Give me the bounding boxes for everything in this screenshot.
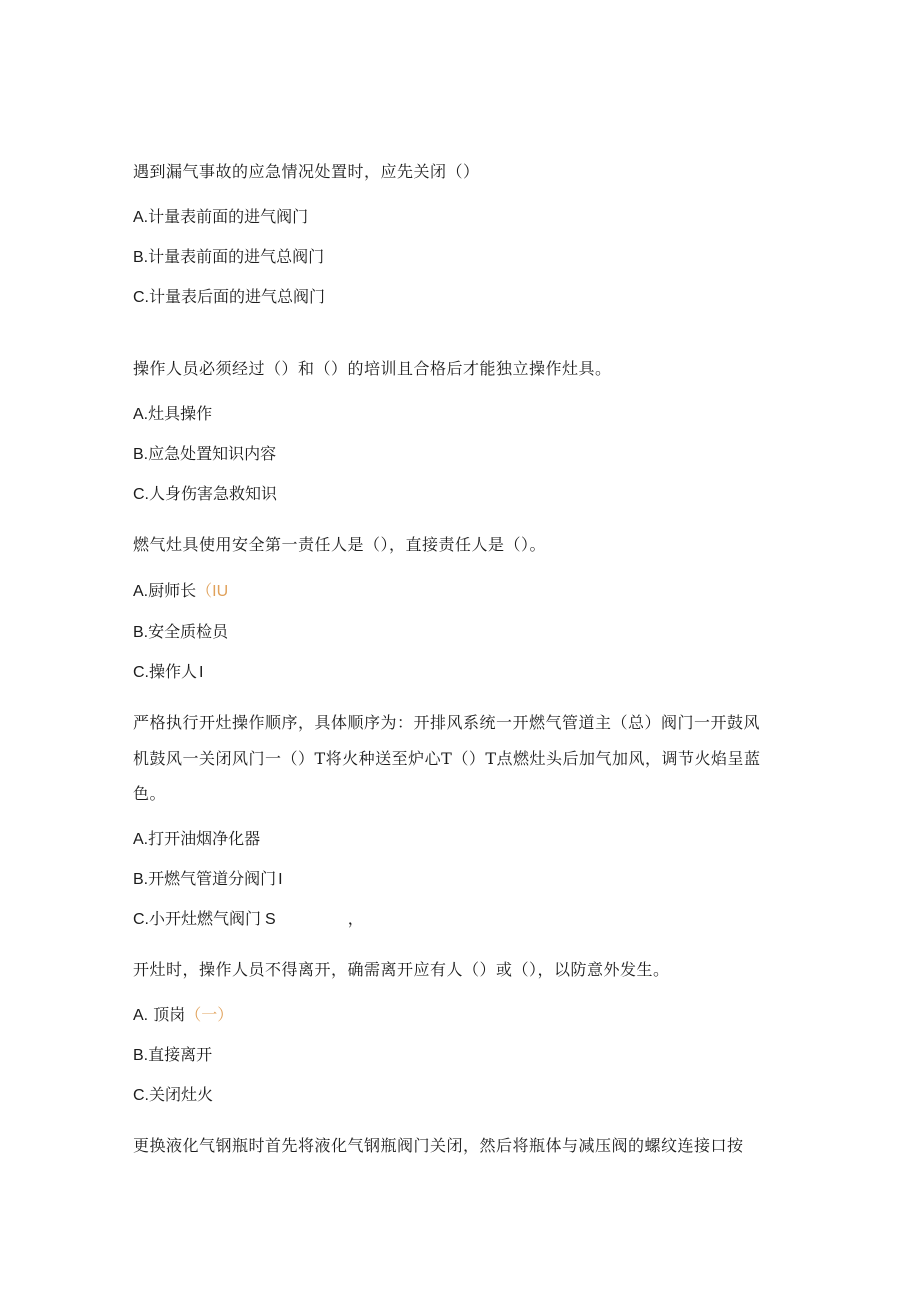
option-text: 计量表前面的进气阀门: [148, 207, 309, 226]
option-letter: B.: [133, 624, 149, 641]
question-5-option-a: [133, 1005, 233, 1026]
question-6-stem: 更换液化气钢瓶时首先将液化气钢瓶阀门关闭，然后将瓶体与减压阀的螺纹连接口按: [133, 1136, 744, 1155]
option-letter: A.: [133, 583, 149, 600]
question-4-stem-line-1: 严格执行开灶操作顺序，具体顺序为：开排风系统一开燃气管道主（总）阀门一开鼓风: [133, 713, 761, 732]
question-4-option-a: [133, 829, 260, 850]
option-letter: B.: [133, 871, 149, 888]
option-letter: C.: [133, 911, 149, 928]
question-3-stem: 燃气灶具使用安全第一责任人是（），直接责任人是（）。: [133, 535, 547, 554]
question-2-option-b: [133, 444, 276, 465]
stray-mark: I: [199, 664, 204, 681]
option-text: 关闭灶火: [149, 1085, 214, 1104]
option-letter: A.: [133, 831, 149, 848]
option-text: 应急处置知识内容: [148, 444, 277, 463]
question-3-option-a: [133, 581, 228, 602]
stray-comma: ，: [347, 909, 364, 928]
handwritten-mark: （一）: [185, 1005, 234, 1024]
option-text: 直接离开: [148, 1045, 213, 1064]
question-4-stem-line-2: 机鼓风一关闭风门一（）T将火种送至炉心T（）T点燃灶头后加气加风，调节火焰呈蓝: [133, 749, 761, 768]
option-text: 灶具操作: [148, 404, 213, 423]
option-text: 计量表后面的进气总阀门: [149, 287, 326, 306]
question-3-option-c: [133, 662, 203, 683]
option-text: 厨师长: [148, 581, 197, 600]
question-4-option-c: [133, 909, 364, 930]
option-letter: C.: [133, 289, 149, 306]
option-text: 开燃气管道分阀门: [148, 869, 277, 888]
option-letter: C.: [133, 486, 149, 503]
question-1-option-c: [133, 287, 325, 308]
question-2-stem: 操作人员必须经过（）和（）的培训且合格后才能独立操作灶具。: [133, 359, 612, 378]
option-text: 操作人: [149, 662, 198, 681]
question-5-stem: 开灶时，操作人员不得离开，确需离开应有人（）或（），以防意外发生。: [133, 960, 670, 979]
option-text: 小开灶燃气阀门: [149, 909, 262, 928]
question-1-option-b: [133, 247, 324, 268]
handwritten-mark: （IU: [196, 583, 229, 600]
option-letter: A.: [133, 1007, 149, 1024]
option-text: 顶岗: [148, 1005, 186, 1024]
question-5-option-b: [133, 1045, 212, 1066]
option-letter: C.: [133, 1087, 149, 1104]
option-text: 人身伤害急救知识: [149, 484, 278, 503]
option-letter: A.: [133, 209, 149, 226]
option-letter: B.: [133, 1047, 149, 1064]
question-2-option-a: [133, 404, 212, 425]
option-letter: B.: [133, 446, 149, 463]
question-3-option-b: [133, 622, 228, 643]
stray-mark: I: [278, 871, 283, 888]
option-text: 安全质检员: [148, 622, 229, 641]
question-1-option-a: [133, 207, 308, 228]
question-4-option-b: [133, 869, 283, 890]
question-4-stem-line-3: 色。: [133, 784, 167, 803]
question-2-option-c: [133, 484, 277, 505]
stray-mark: S: [265, 911, 276, 928]
question-1-stem: 遇到漏气事故的应急情况处置时，应先关闭（）: [133, 162, 480, 181]
option-letter: A.: [133, 406, 149, 423]
option-text: 打开油烟净化器: [148, 829, 261, 848]
option-letter: B.: [133, 249, 149, 266]
option-letter: C.: [133, 664, 149, 681]
question-5-option-c: [133, 1085, 213, 1106]
option-text: 计量表前面的进气总阀门: [148, 247, 325, 266]
